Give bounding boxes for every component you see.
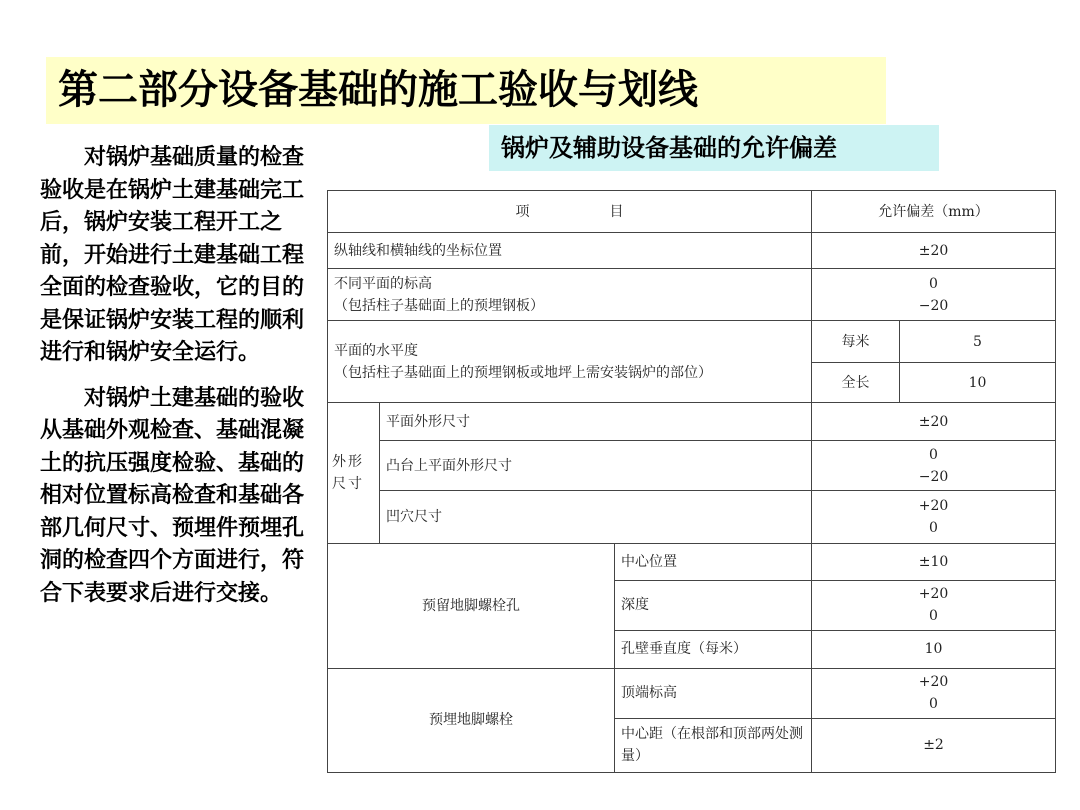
page-title: 第二部分设备基础的施工验收与划线 bbox=[46, 57, 886, 124]
row-value-lower: −20 bbox=[918, 468, 949, 485]
row-label: 凹穴尺寸 bbox=[380, 491, 812, 543]
row-label: 深度 bbox=[615, 580, 812, 630]
row-value bbox=[812, 269, 1056, 321]
row-label: 平面外形尺寸 bbox=[380, 403, 812, 441]
row-label-line-2: （包括柱子基础面上的预埋钢板或地坪上需安装锅炉的部位） bbox=[334, 364, 712, 381]
row-label: 顶端标高 bbox=[615, 668, 812, 718]
full-length-value: 10 bbox=[900, 363, 1056, 403]
row-value-lower: 0 bbox=[929, 608, 938, 625]
table-header-row bbox=[328, 191, 1056, 233]
row-value: ±10 bbox=[812, 543, 1056, 580]
row-label-line-1: 平面的水平度 bbox=[334, 342, 418, 359]
row-label bbox=[328, 321, 812, 403]
row-value bbox=[812, 668, 1056, 718]
header-tolerance: 允许偏差（mm） bbox=[812, 191, 1056, 233]
per-meter-value: 5 bbox=[900, 321, 1056, 363]
row-label-line-1: 不同平面的标高 bbox=[334, 275, 432, 292]
paragraph-2: 对锅炉土建基础的验收从基础外观检查、基础混凝土的抗压强度检验、基础的相对位置标高检查和基础各部几何尺寸、预埋件预埋孔洞的检查四个方面进行，符合下表要求后进行交接。 bbox=[40, 385, 305, 606]
row-value-upper: 0 bbox=[929, 446, 938, 463]
intro-text bbox=[40, 142, 310, 610]
row-label: 孔壁垂直度（每米） bbox=[615, 630, 812, 668]
table-row bbox=[328, 543, 1056, 580]
row-label bbox=[328, 269, 812, 321]
row-value: 10 bbox=[812, 630, 1056, 668]
paragraph-1: 对锅炉基础质量的检查验收是在锅炉土建基础完工后，锅炉安装工程开工之前，开始进行土建基础工程全面的检查验收，它的目的是保证锅炉安装工程的顺利进行和锅炉安全运行。 bbox=[40, 145, 305, 365]
row-value-upper: +20 bbox=[918, 586, 949, 603]
row-value: ±2 bbox=[812, 718, 1056, 772]
row-value-lower: −20 bbox=[918, 297, 949, 314]
row-value-upper: 0 bbox=[929, 275, 938, 292]
bolt-hole-group-label: 预留地脚螺栓孔 bbox=[328, 543, 615, 668]
per-meter-label: 每米 bbox=[812, 321, 900, 363]
table-row bbox=[328, 491, 1056, 543]
table-row bbox=[328, 403, 1056, 441]
embedded-bolt-group-label: 预埋地脚螺栓 bbox=[328, 668, 615, 772]
table-caption: 锅炉及辅助设备基础的允许偏差 bbox=[489, 125, 939, 171]
table-row bbox=[328, 269, 1056, 321]
full-length-label: 全长 bbox=[812, 363, 900, 403]
table-row bbox=[328, 668, 1056, 718]
header-item-char-1: 项 bbox=[515, 203, 530, 220]
tolerance-table bbox=[327, 190, 1056, 773]
row-label: 凸台上平面外形尺寸 bbox=[380, 441, 812, 491]
table-row bbox=[328, 441, 1056, 491]
table-row bbox=[328, 321, 1056, 363]
row-value bbox=[812, 441, 1056, 491]
row-value-lower: 0 bbox=[929, 519, 938, 536]
row-label: 中心位置 bbox=[615, 543, 812, 580]
table-row bbox=[328, 233, 1056, 269]
row-label-line-2: （包括柱子基础面上的预埋钢板） bbox=[334, 297, 544, 314]
header-item bbox=[328, 191, 812, 233]
row-value-upper: +20 bbox=[918, 497, 949, 514]
row-label: 中心距（在根部和顶部两处测量） bbox=[615, 718, 812, 772]
row-label: 纵轴线和横轴线的坐标位置 bbox=[328, 233, 812, 269]
row-value: ±20 bbox=[812, 233, 1056, 269]
row-value-upper: +20 bbox=[918, 674, 949, 691]
row-value-lower: 0 bbox=[929, 696, 938, 713]
row-value: ±20 bbox=[812, 403, 1056, 441]
outline-group-label: 外形尺寸 bbox=[328, 403, 380, 543]
row-value bbox=[812, 491, 1056, 543]
row-value bbox=[812, 580, 1056, 630]
header-item-char-2: 目 bbox=[609, 203, 624, 220]
